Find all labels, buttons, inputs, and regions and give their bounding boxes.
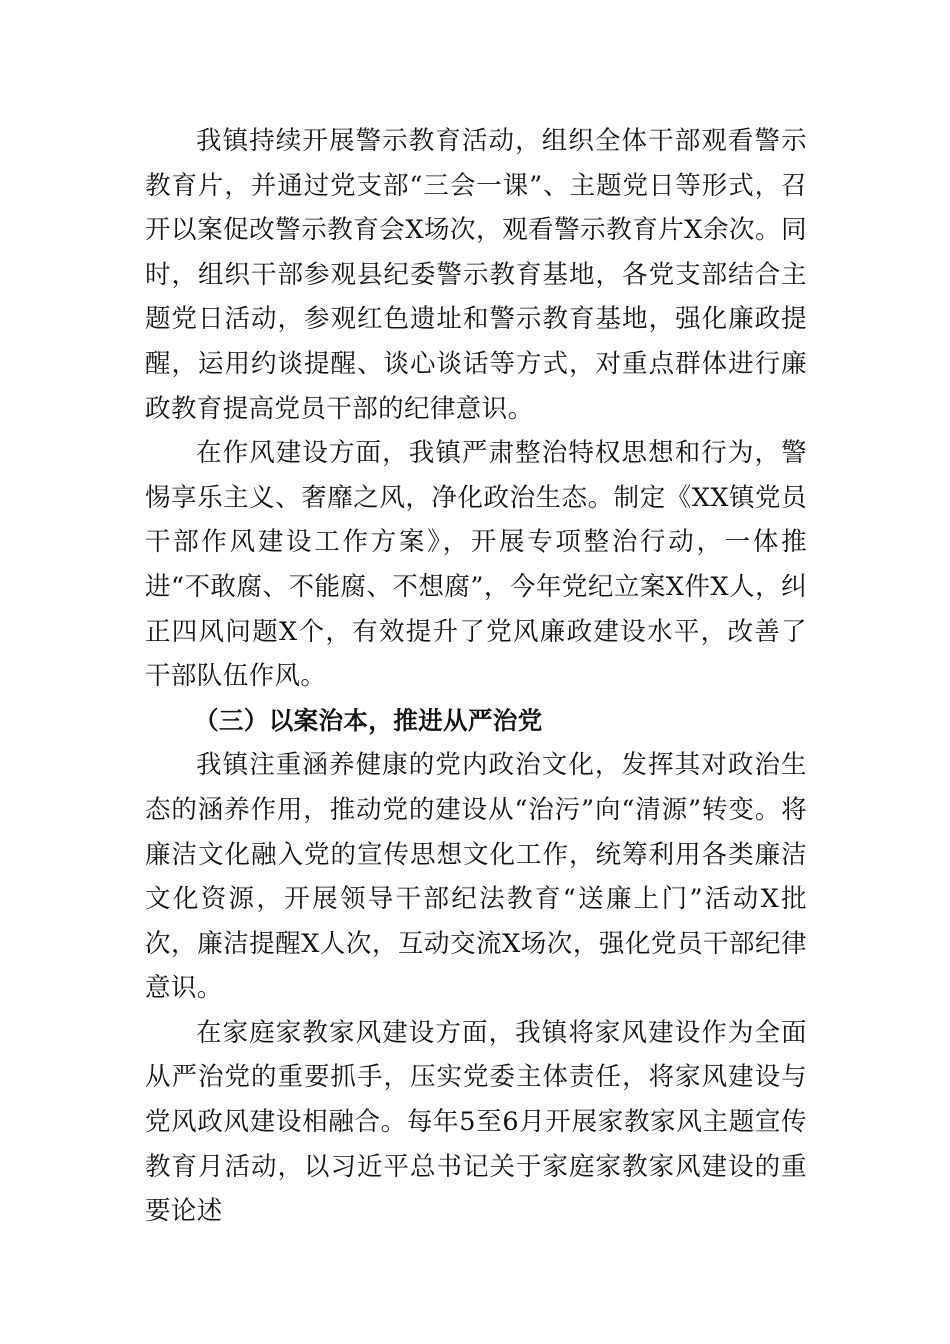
paragraph-integrity-culture: 我镇注重涵养健康的党内政治文化，发挥其对政治生态的涵养作用，推动党的建设从“治污”向“清源”转变。将廉洁文化融入党的宣传思想文化工作，统筹利用各类廉洁文化资源，开展领导干部纪法教育“送廉上门”活动X批次，廉洁提醒X人次，互动交流X场次，强化党员干部纪律意识。 [145,750,807,1004]
paragraph-work-style: 在作风建设方面，我镇严肃整治特权思想和行为，警惕享乐主义、奢靡之风，净化政治生态。制定《XX镇党员干部作风建设工作方案》，开展专项整治行动，一体推进“不敢腐、不能腐、不想腐”，今年党纪立案X件X人，纠正四风问题X个，有效提升了党风廉政建设水平，改善了干部队伍作风。 [145,438,807,692]
paragraph-family-style: 在家庭家教家风建设方面，我镇将家风建设作为全面从严治党的重要抓手，压实党委主体责任，将家风建设与党风政风建设相融合。每年5至6月开展家教家风主题宣传教育月活动，以习近平总书记关于家庭家教家风建设的重要论述 [145,1017,807,1227]
paragraph-warning-education: 我镇持续开展警示教育活动，组织全体干部观看警示教育片，并通过党支部“三会一课”、主题党日等形式，召开以案促改警示教育会X场次，观看警示教育片X余次。同时，组织干部参观县纪委警示教育基地，各党支部结合主题党日活动，参观红色遗址和警示教育基地，强化廉政提醒，运用约谈提醒、谈心谈话等方式，对重点群体进行廉政教育提高党员干部的纪律意识。 [145,126,807,424]
section-heading: （三）以案治本，推进从严治党 [194,705,543,735]
document-body [145,119,807,1234]
